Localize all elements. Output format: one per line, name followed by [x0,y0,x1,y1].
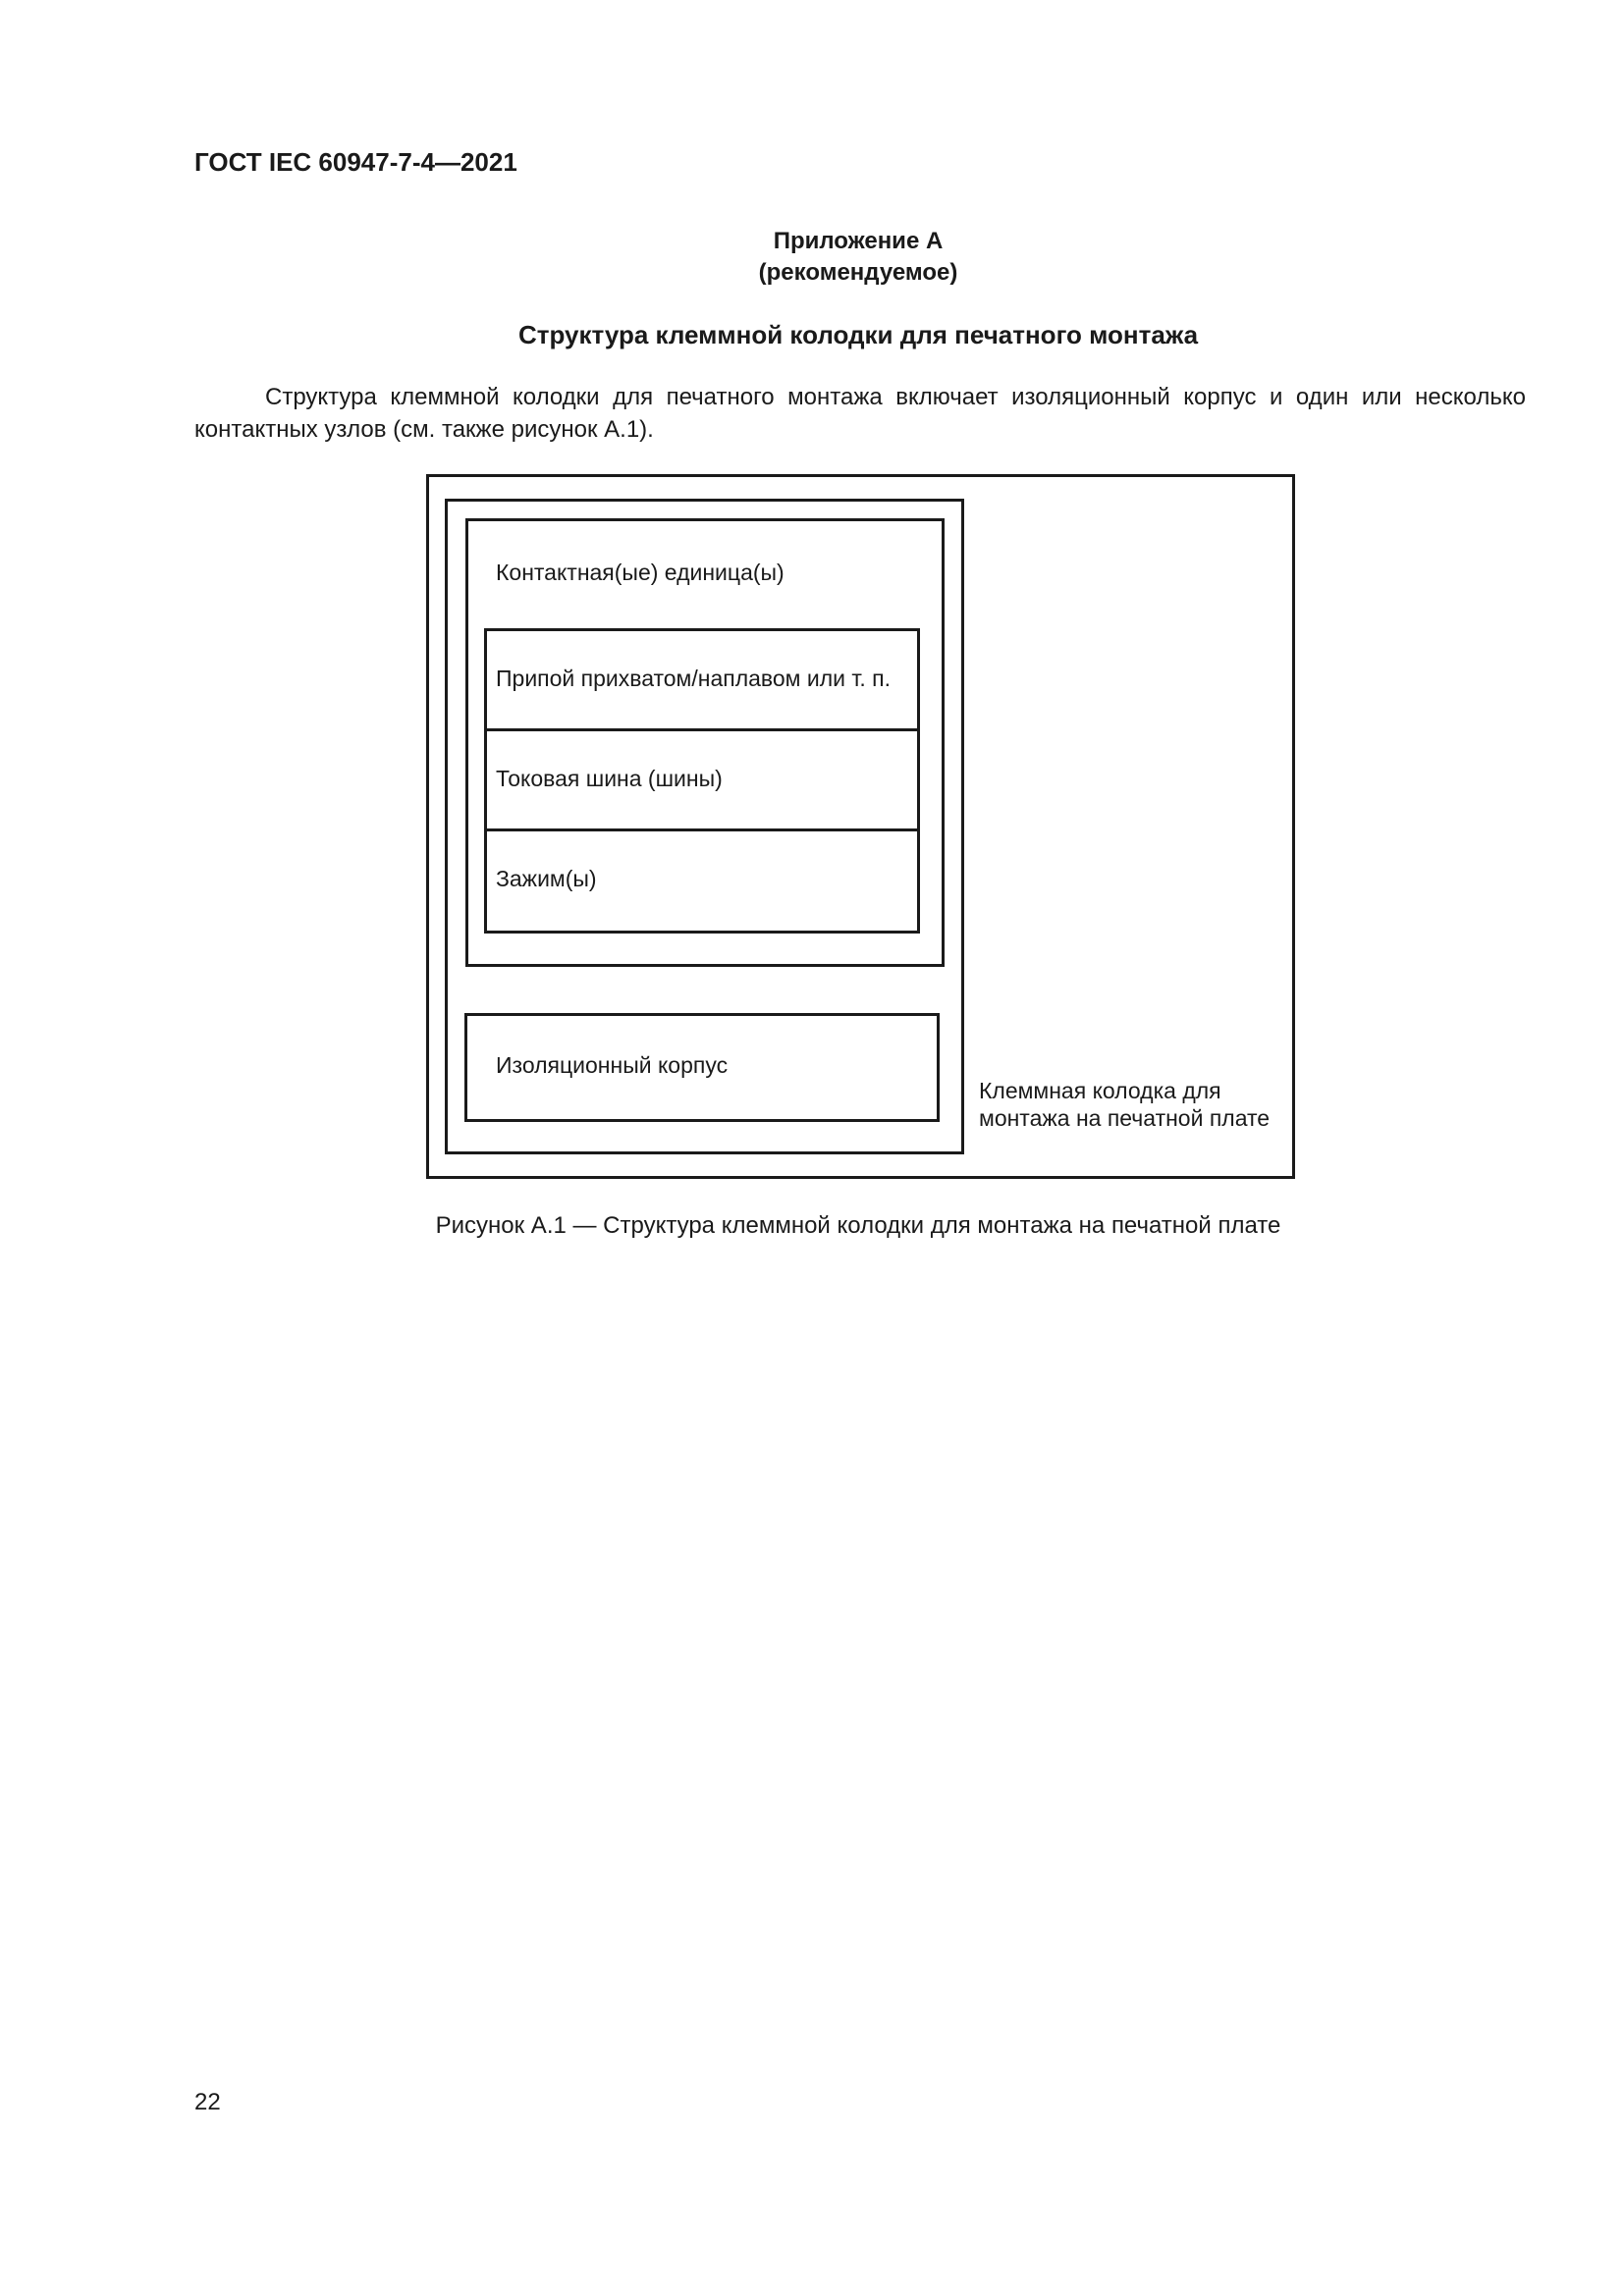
terminal-block-label-line1: Клеммная колодка для [979,1078,1221,1103]
clamp-label: Зажим(ы) [496,866,597,891]
page-number: 22 [194,2089,221,2115]
contact-units-label: Контактная(ые) единица(ы) [496,560,785,585]
section-title: Структура клеммной колодки для печатного монтажа [517,320,1199,349]
document-code: ГОСТ IEC 60947-7-4—2021 [194,147,517,177]
annex-title: Приложение А [773,228,944,254]
insulating-housing-label: Изоляционный корпус [496,1052,729,1078]
annex-heading [0,226,1624,289]
annex-status: (рекомендуемое) [758,259,958,286]
terminal-block-label [979,1077,1270,1132]
figure-caption: Рисунок А.1 — Структура клеммной колодки для монтажа на печатной плате [435,1212,1281,1239]
solder-label: Припой прихватом/наплавом или т. п. [496,666,891,691]
body-paragraph: Структура клеммной колодки для печатного монтажа включает изоляционный корпус и один или несколько контактных узлов (см. также рисунок А.1). [194,384,1526,443]
busbar-label: Токовая шина (шины) [496,766,723,791]
terminal-block-label-line2: монтажа на печатной плате [979,1105,1271,1131]
